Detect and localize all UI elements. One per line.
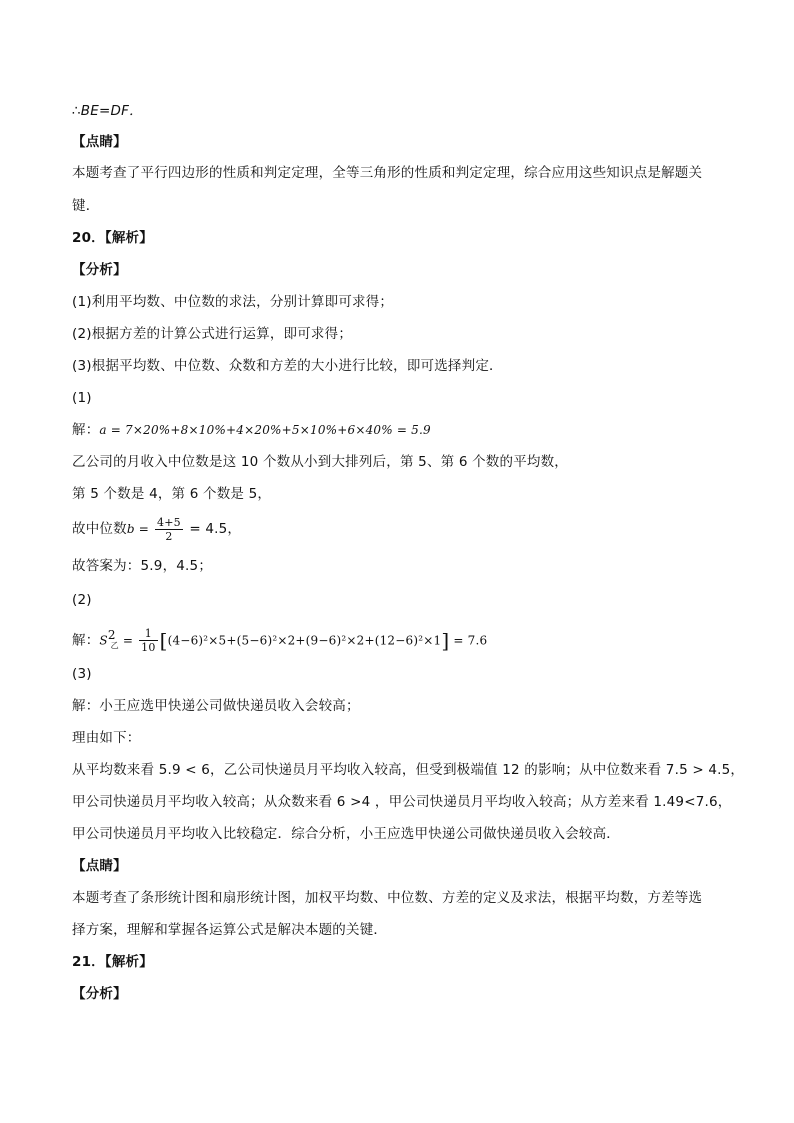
- comment-heading-2: 【点睛】: [72, 858, 127, 874]
- analysis-item-1: (1)利用平均数、中位数的求法，分别计算即可求得；: [72, 294, 394, 310]
- analysis-heading: 【分析】: [72, 262, 127, 278]
- analysis-item-2: (2)根据方差的计算公式进行运算，即可求得；: [72, 326, 353, 342]
- part-1-answer: 故答案为：5.9，4.5；: [72, 558, 213, 574]
- comment2-text-line-2: 择方案，理解和掌握各运算公式是解决本题的关键．: [72, 922, 388, 938]
- median-values: 第 5 个数是 4，第 6 个数是 5，: [72, 486, 272, 502]
- comment-text-line-2: 键．: [72, 198, 100, 214]
- comment-heading: 【点睛】: [72, 134, 127, 150]
- variance-fraction: $\frac{1}{10}$: [141, 627, 156, 654]
- reason-line-2: 甲公司快递员月平均收入较高；从众数来看 6 >4 ，甲公司快递员月平均收入较高；从方差来看 1.49<7.6，: [72, 794, 732, 810]
- part-2-label: (2): [72, 592, 92, 608]
- median-formula-line: 故中位数b = $\frac{4+5}{2}$ = 4.5，: [72, 515, 242, 543]
- analysis-heading-21: 【分析】: [72, 986, 127, 1002]
- question-20-heading: 20．【解析】: [72, 230, 153, 246]
- reason-line-3: 甲公司快递员月平均收入比较稳定．综合分析，小王应选甲快递公司做快递员收入会较高．: [72, 826, 620, 842]
- median-fraction: $\frac{4+5}{2}$: [157, 515, 181, 543]
- part-1-solution-mean: 解：a = 7×20%+8×10%+4×20%+5×10%+6×40% = 5.9: [72, 422, 431, 438]
- part-1-label: (1): [72, 390, 92, 406]
- comment2-text-line-1: 本题考查了条形统计图和扇形统计图，加权平均数、中位数、方差的定义及求法，根据平均数，方差等选: [72, 890, 703, 906]
- mean-formula: a = 7×20%+8×10%+4×20%+5×10%+6×40% = 5.9: [99, 423, 431, 437]
- comment-text-line-1: 本题考查了平行四边形的性质和判定定理，全等三角形的性质和判定定理，综合应用这些知识点是解题关: [72, 165, 703, 181]
- variance-formula-line: 解：$S^2_乙$ = $\frac{1}{10}$ [(4−6)²×5+(5−6)²×2+(9−6)²×2+(12−6)²×1] = 7.6: [72, 627, 488, 654]
- conclusion-line: ∴BE=DF．: [72, 103, 143, 119]
- variance-terms: (4−6)²×5+(5−6)²×2+(9−6)²×2+(12−6)²×1: [167, 633, 442, 648]
- analysis-item-3: (3)根据平均数、中位数、众数和方差的大小进行比较，即可选择判定．: [72, 358, 503, 374]
- reason-heading: 理由如下：: [72, 730, 141, 746]
- question-21-heading: 21．【解析】: [72, 954, 153, 970]
- median-explanation: 乙公司的月收入中位数是这 10 个数从小到大排列后，第 5、第 6 个数的平均数，: [72, 454, 569, 470]
- reason-line-1: 从平均数来看 5.9 < 6，乙公司快递员月平均收入较高，但受到极端值 12 的影响；从中位数来看 7.5 > 4.5，: [72, 762, 745, 778]
- part-3-solution: 解：小王应选甲快递公司做快递员收入会较高；: [72, 698, 360, 714]
- part-3-label: (3): [72, 666, 92, 682]
